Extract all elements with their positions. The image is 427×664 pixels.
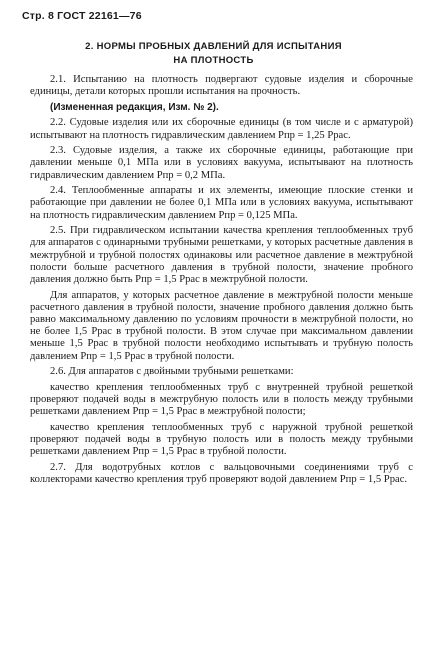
clause-2-2: 2.2. Судовые изделия или их сборочные единицы (в том числе и с арматурой) испытывают на плотность гидравлическим давлением Pпр = 1,25 Pрас. (30, 117, 413, 141)
clause-2-5-continued: Для аппаратов, у которых расчетное давление в межтрубной полости меньше расчетного давления в трубной полости, значение пробного давления должно быть равно максимальному давлению по условиям прочности в межтрубной полости, но не более 1,5 Pрас в трубной полости. В этом случае при максимальном давлении меньше 1,5 Pрас в трубной полости необходимо испытывать и трубную полость давлением Pпр = 1,5 Pрас в трубной полости. (30, 289, 413, 362)
page-header: Стр. 8 ГОСТ 22161—76 (22, 10, 142, 22)
section-title-line-1: 2. НОРМЫ ПРОБНЫХ ДАВЛЕНИЙ ДЛЯ ИСПЫТАНИЯ (85, 41, 342, 52)
clause-2-6-item-inner: качество крепления теплообменных труб с внутренней трубной решеткой проверяют подачей воды в межтрубную полость или в полость между трубными решетками давлением Pпр = 1,5 Pрас в межтрубной полости; (30, 381, 413, 418)
clause-2-1: 2.1. Испытанию на плотность подвергают судовые изделия и сборочные единицы, детали которых прошли испытания на прочность. (30, 74, 413, 98)
clause-2-6-item-outer: качество крепления теплообменных труб с наружной трубной решеткой проверяют подачей воды в трубную полость или в полость между трубными решетками давлением Pпр = 1,5 Pрас в трубной полости. (30, 421, 413, 458)
amendment-note: (Измененная редакция, Изм. № 2). (50, 101, 219, 113)
document-body (30, 74, 413, 490)
section-heading (0, 40, 427, 68)
clause-2-5: 2.5. При гидравлическом испытании качества крепления теплообменных труб для аппаратов с одинарными трубными решетками, у которых расчетные давления в межтрубной и трубной полостях одинаковы или расчетное давление в межтрубной полости больше расчетного давления в трубной полости, значение пробного давления должно быть Pпр = 1,5 Pрас в межтрубной полости. (30, 225, 413, 285)
clause-2-4: 2.4. Теплообменные аппараты и их элементы, имеющие плоские стенки и работающие при давлении не более 0,1 МПа или в условиях вакуума, испытывают на плотность гидравлическим давлением Pпр = 0,125 МПа. (30, 185, 413, 221)
clause-2-6: 2.6. Для аппаратов с двойными трубными решетками: (50, 366, 294, 378)
clause-2-7: 2.7. Для водотрубных котлов с вальцовочными соединениями труб с коллекторами качество крепления труб проверяют водой давлением Pпр = 1,5 Pрас. (30, 461, 413, 485)
section-title-line-2: НА ПЛОТНОСТЬ (173, 55, 254, 66)
clause-2-3: 2.3. Судовые изделия, а также их сборочные единицы, работающие при давлении меньше 0,1 МПа или в условиях вакуума, испытывают на плотность гидравлическим давлением Pпр = 0,2 МПа. (30, 145, 413, 181)
